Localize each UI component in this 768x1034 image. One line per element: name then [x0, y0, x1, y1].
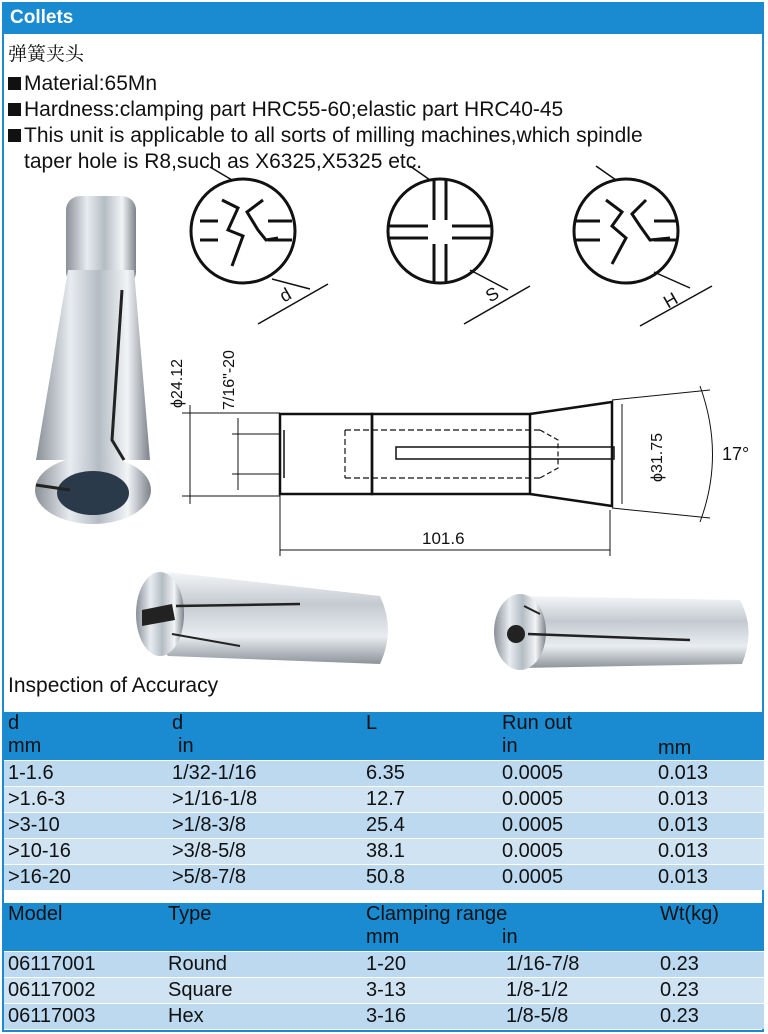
col-runout-in: in: [502, 735, 518, 757]
col-d-in-unit: in: [178, 735, 194, 757]
table-row: 06117001 Round 1-20 1/16-7/8 0.23: [4, 952, 764, 978]
col-type: Type: [168, 903, 212, 925]
collet-photo-left: [136, 572, 388, 664]
collet-photo-vertical: [35, 196, 151, 524]
dim-label-angle: 17°: [722, 444, 750, 464]
dim-label-h: H: [659, 288, 682, 313]
model-table: [4, 903, 764, 1029]
table-row: >10-16 >3/8-5/8 38.1 0.0005 0.013: [4, 839, 764, 865]
inspection-header-row: [4, 712, 764, 761]
dim-label-dia-24: ϕ24.12: [169, 359, 186, 408]
dim-label-dia-31: ϕ31.75: [649, 433, 666, 482]
spec-item: This unit is applicable to all sorts of milling machines,which spindle taper hole is R8,such as X6325,X5325 etc.: [8, 123, 658, 175]
section-round: [191, 167, 328, 324]
dim-label-thread: 7/16"-20: [221, 350, 238, 410]
table-row: >1.6-3 >1/16-1/8 12.7 0.0005 0.013: [4, 787, 764, 813]
table-row: >16-20 >5/8-7/8 50.8 0.0005 0.013: [4, 865, 764, 891]
col-model: Model: [8, 903, 63, 925]
spec-item: Hardness:clamping part HRC55-60;elastic part HRC40-45: [8, 97, 658, 123]
col-l: L: [366, 712, 378, 734]
col-clamping-range: Clamping range: [366, 903, 508, 925]
inspection-title: Inspection of Accuracy: [8, 674, 219, 697]
col-d-mm: d: [8, 712, 20, 734]
col-runout-mm: mm: [658, 737, 692, 759]
spec-item: Material:65Mn: [8, 71, 658, 97]
col-range-in: in: [502, 926, 518, 948]
col-range-mm: mm: [366, 926, 400, 948]
table-row: 06117003 Hex 3-16 1/8-5/8 0.23: [4, 1004, 764, 1030]
model-header-row: [4, 903, 764, 952]
col-runout: Run out: [502, 712, 573, 734]
section-hex: [574, 166, 712, 326]
page-title: Collets: [10, 7, 74, 28]
inspection-table: [4, 712, 764, 890]
page-subtitle: 弹簧夹头: [8, 44, 85, 65]
dim-label-s: S: [481, 282, 503, 307]
dim-label-length: 101.6: [422, 529, 465, 548]
col-d-mm-unit: mm: [8, 735, 42, 757]
col-weight: Wt(kg): [660, 903, 719, 925]
dim-label-d: d: [275, 283, 295, 307]
section-square: [388, 166, 530, 324]
col-d-in: d: [172, 712, 184, 734]
collet-photo-right: [494, 594, 749, 670]
table-row: >3-10 >1/8-3/8 25.4 0.0005 0.013: [4, 813, 764, 839]
table-row: 1-1.6 1/32-1/16 6.35 0.0005 0.013: [4, 761, 764, 787]
table-row: 06117002 Square 3-13 1/8-1/2 0.23: [4, 978, 764, 1004]
